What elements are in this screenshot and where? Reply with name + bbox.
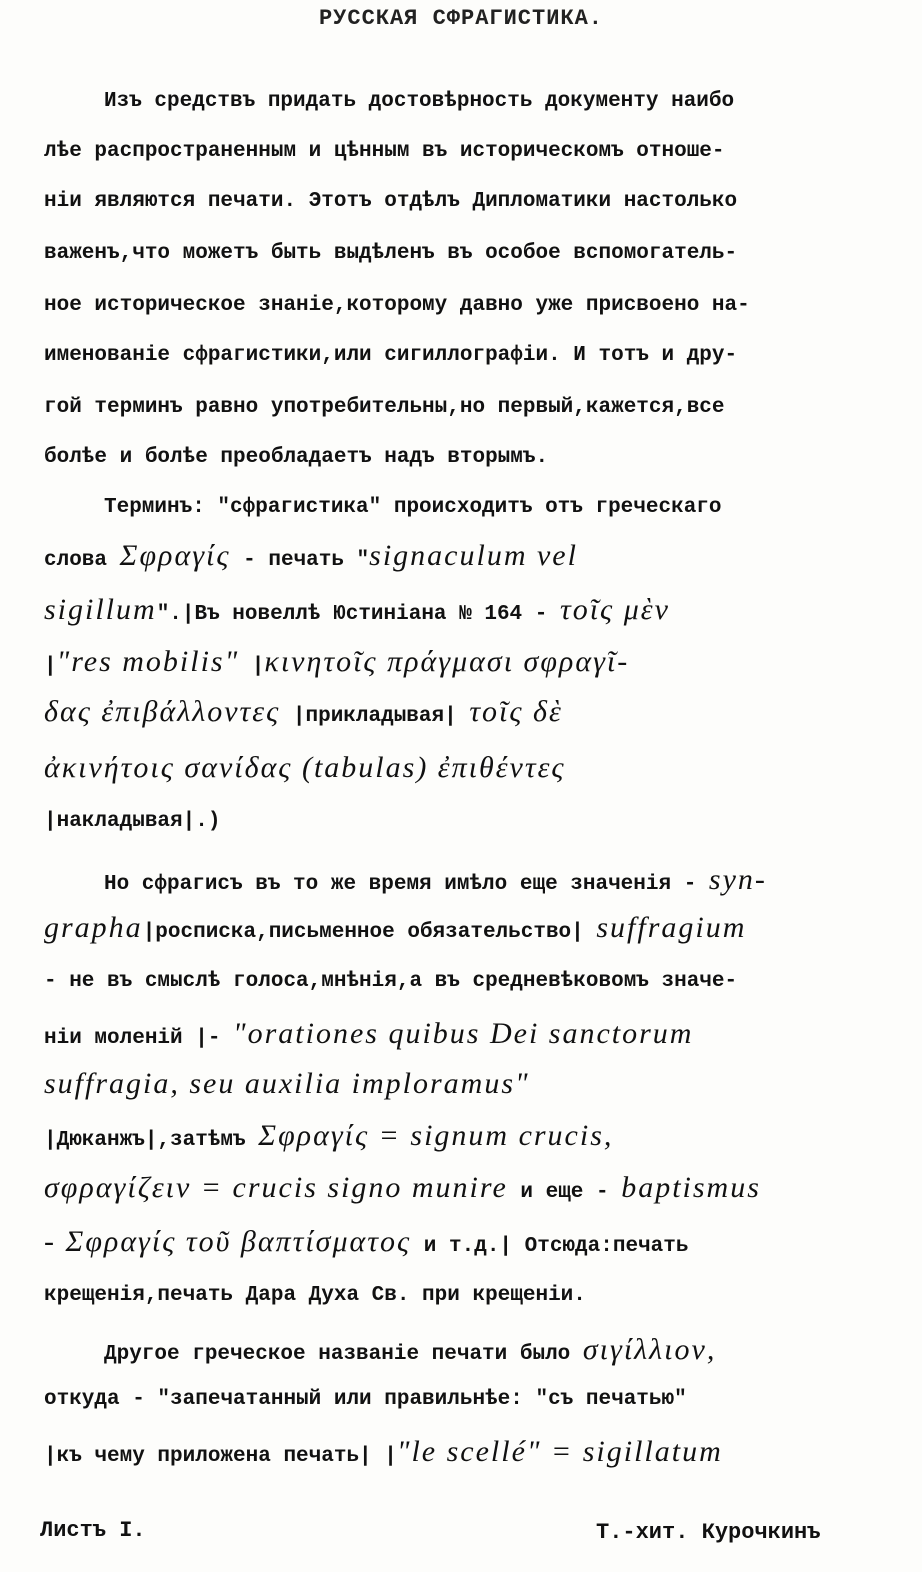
typed-text: Другое греческое названiе печати было — [104, 1343, 583, 1366]
text-line — [44, 594, 670, 631]
text-line — [44, 136, 725, 168]
typed-text: Изъ средствъ придать достовѣрность документу наибо — [104, 90, 735, 113]
handwritten-insert: grapha — [44, 911, 143, 944]
typed-text: |накладывая|.) — [44, 810, 221, 833]
typed-text: |къ чему приложена печать| | — [44, 1445, 397, 1468]
handwritten-insert: δας ἐπιβάλλοντες — [44, 695, 281, 728]
sheet-number: Листъ I. — [40, 1518, 146, 1543]
text-line — [44, 1068, 530, 1105]
handwritten-insert: τοῖς μὲν — [559, 593, 670, 626]
typed-text: | — [239, 655, 265, 678]
typed-text: Терминъ: "сфрагистика" происходитъ отъ греческаго — [104, 496, 722, 519]
text-line — [44, 966, 737, 998]
handwritten-insert: baptismus — [621, 1171, 761, 1204]
handwritten-insert: - Σφραγίς τοῦ βαπτίσματος — [44, 1225, 412, 1258]
typed-text: слова — [44, 549, 120, 572]
typed-text: |роспиcка,письменное обязательство| — [142, 921, 597, 944]
text-line — [104, 492, 722, 524]
handwritten-insert: signaculum vel — [369, 539, 578, 572]
text-line — [44, 392, 725, 424]
typed-text: | — [44, 655, 57, 678]
text-line — [104, 1334, 716, 1371]
page-title: РУССКАЯ СФРАГИСТИКА. — [318, 6, 604, 31]
text-line — [44, 1280, 586, 1312]
text-line — [44, 1172, 761, 1209]
typed-text: ное историческое знанiе,которому давно уже присвоено на- — [44, 294, 750, 317]
typed-text: - печать " — [230, 549, 370, 572]
handwritten-insert: syn- — [708, 863, 767, 896]
handwritten-insert: sigillum — [44, 593, 157, 626]
handwritten-insert: Σφραγίς — [119, 539, 231, 572]
handwritten-insert: ἀκινήτοις σανίδας (tabulas) ἐπιθέντες — [44, 751, 566, 784]
typed-text: |прикладывая| — [280, 705, 470, 728]
handwritten-insert: suffragium — [596, 911, 747, 944]
text-line — [44, 1018, 693, 1055]
typed-text: Но сфрагисъ въ то же время имѣло еще значенiя - — [104, 873, 709, 896]
text-line — [44, 442, 548, 474]
typed-text: - не въ смыслѣ голоса,мнѣнiя,а въ средневѣковомъ значе- — [44, 970, 738, 993]
text-line — [44, 806, 220, 838]
text-line — [44, 186, 737, 218]
typed-text: именованiе сфрагистики,или сигиллографiи. И тотъ и дру- — [44, 344, 738, 367]
text-line — [44, 238, 737, 270]
text-line — [44, 290, 750, 322]
handwritten-insert: "orationes quibus Dei sanctorum — [233, 1017, 694, 1050]
handwritten-insert: κινητοῖς πράγμασι σφραγῖ- — [264, 645, 630, 678]
typed-text: гой терминъ равно употребительны,но первый,кажется,все — [44, 396, 725, 419]
handwritten-insert: Σφραγίς = signum crucis, — [258, 1119, 614, 1152]
typed-text: ".|Въ новеллѣ Юстинiана № 164 - — [156, 603, 560, 626]
handwritten-insert: τοῖς δὲ — [469, 695, 563, 728]
typed-text: крещенiя,печать Дара Духа Св. при крещенiи. — [44, 1284, 586, 1307]
typed-text: лѣе распространенным и цѣнным въ историческомъ отноше- — [44, 140, 725, 163]
typed-text: нiи моленiй |- — [44, 1027, 234, 1050]
typed-text: и т.д.| Отсюда:печать — [411, 1235, 689, 1258]
handwritten-insert: σφραγίζειν = crucis signo munire — [44, 1171, 508, 1204]
typist-signature: Т.-хит. Курочкинъ — [596, 1520, 821, 1545]
handwritten-insert: σιγίλλιον, — [582, 1333, 717, 1366]
text-line — [44, 340, 737, 372]
text-line — [104, 86, 734, 118]
typed-text: болѣе и болѣе преобладаетъ надъ вторымъ. — [44, 446, 549, 469]
typed-text: важенъ,что можетъ быть выдѣленъ въ особое вспомогатель- — [44, 242, 738, 265]
typed-text: |Дюканжъ|,затѣмъ — [44, 1129, 259, 1152]
handwritten-insert: "res mobilis" — [56, 645, 240, 678]
typed-text: откуда - "запечатанный или правильнѣе: "съ печатью" — [44, 1388, 687, 1411]
text-line — [44, 696, 563, 733]
typed-text: и еще - — [507, 1181, 622, 1204]
text-line — [44, 646, 629, 683]
typed-text: нiи являются печати. Этотъ отдѣлъ Дипломатики настолько — [44, 190, 738, 213]
text-line — [44, 1226, 688, 1263]
text-line — [44, 1120, 613, 1157]
text-line — [44, 912, 746, 949]
text-line — [44, 752, 566, 789]
text-line — [104, 864, 767, 901]
text-line — [44, 1384, 687, 1416]
text-line — [44, 540, 578, 577]
text-line — [44, 1436, 723, 1473]
handwritten-insert: suffragia, seu auxilia imploramus" — [44, 1067, 530, 1100]
handwritten-insert: "le scellé" = sigillatum — [396, 1435, 723, 1468]
